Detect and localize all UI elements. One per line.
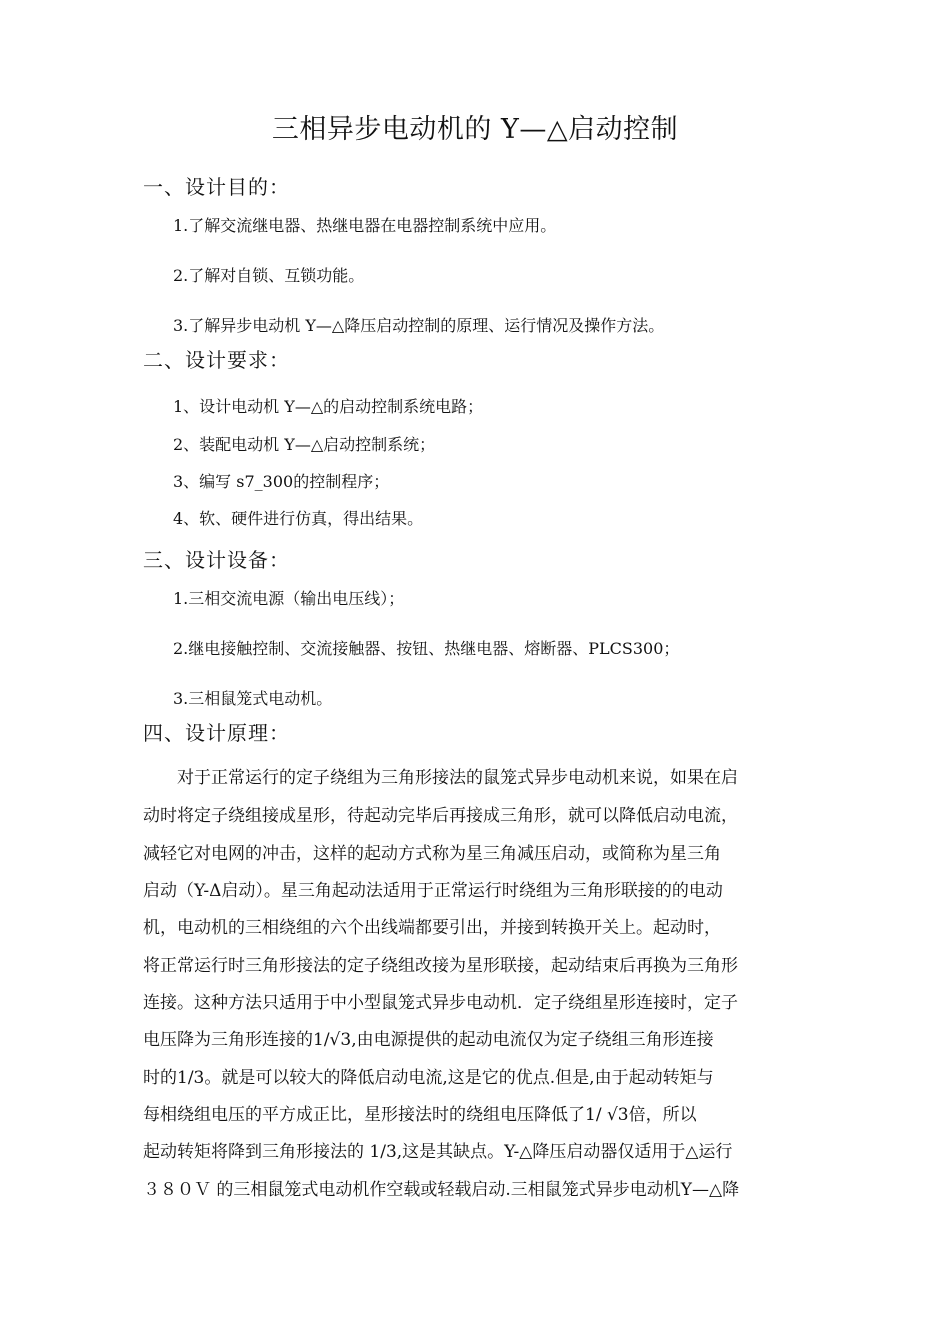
paragraph-line: 电压降为三角形连接的1/√3,由电源提供的起动电流仅为定子绕组三角形连接 [143,1030,714,1050]
section-heading-requirements: 二、设计要求： [143,348,290,372]
list-item: 2.了解对自锁、互锁功能。 [173,266,365,285]
list-item: 2、装配电动机 Y—△启动控制系统； [173,435,436,454]
paragraph-line: 动时将定子绕组接成星形，待起动完毕后再接成三角形，就可以降低启动电流， [143,806,738,826]
list-item: 3.了解异步电动机 Y—△降压启动控制的原理、运行情况及操作方法。 [173,316,665,335]
paragraph-line: 启动（Y-Δ启动）。星三角起动法适用于正常运行时绕组为三角形联接的的电动 [143,881,723,901]
list-item: 2.继电接触控制、交流接触器、按钮、热继电器、熔断器、PLCS300； [173,639,680,658]
paragraph-line: ３８０Ｖ 的三相鼠笼式电动机作空载或轻载启动.三相鼠笼式异步电动机Y—△降 [143,1180,740,1200]
page-title: 三相异步电动机的 Y—△启动控制 [271,114,679,145]
paragraph-line: 起动转矩将降到三角形接法的 1/3,这是其缺点。Y-△降压启动器仅适用于△运行 [143,1142,733,1162]
paragraph-line: 减轻它对电网的冲击，这样的起动方式称为星三角减压启动，或简称为星三角 [143,844,721,864]
paragraph-line: 时的1/3。就是可以较大的降低启动电流,这是它的优点.但是,由于起动转矩与 [143,1068,714,1088]
section-heading-principle: 四、设计原理： [143,721,290,745]
section-heading-purpose: 一、设计目的： [143,175,290,199]
section-heading-equipment: 三、设计设备： [143,548,290,572]
paragraph-line: 将正常运行时三角形接法的定子绕组改接为星形联接，起动结束后再换为三角形 [143,956,738,976]
list-item: 1.三相交流电源（输出电压线）； [173,589,405,608]
list-item: 4、软、硬件进行仿真，得出结果。 [173,509,424,528]
paragraph-line: 机，电动机的三相绕组的六个出线端都要引出，并接到转换开关上。起动时， [143,918,721,938]
list-item: 1.了解交流继电器、热继电器在电器控制系统中应用。 [173,216,557,235]
list-item: 1、设计电动机 Y—△的启动控制系统电路； [173,397,484,416]
list-item: 3.三相鼠笼式电动机。 [173,689,333,708]
list-item: 3、编写 s7_300的控制程序； [173,472,390,491]
paragraph-line: 连接。这种方法只适用于中小型鼠笼式异步电动机．定子绕组星形连接时，定子 [143,993,738,1013]
paragraph-line: 每相绕组电压的平方成正比，星形接法时的绕组电压降低了1/ √3倍，所以 [143,1105,697,1125]
paragraph-line: 对于正常运行的定子绕组为三角形接法的鼠笼式异步电动机来说，如果在启 [177,768,738,788]
